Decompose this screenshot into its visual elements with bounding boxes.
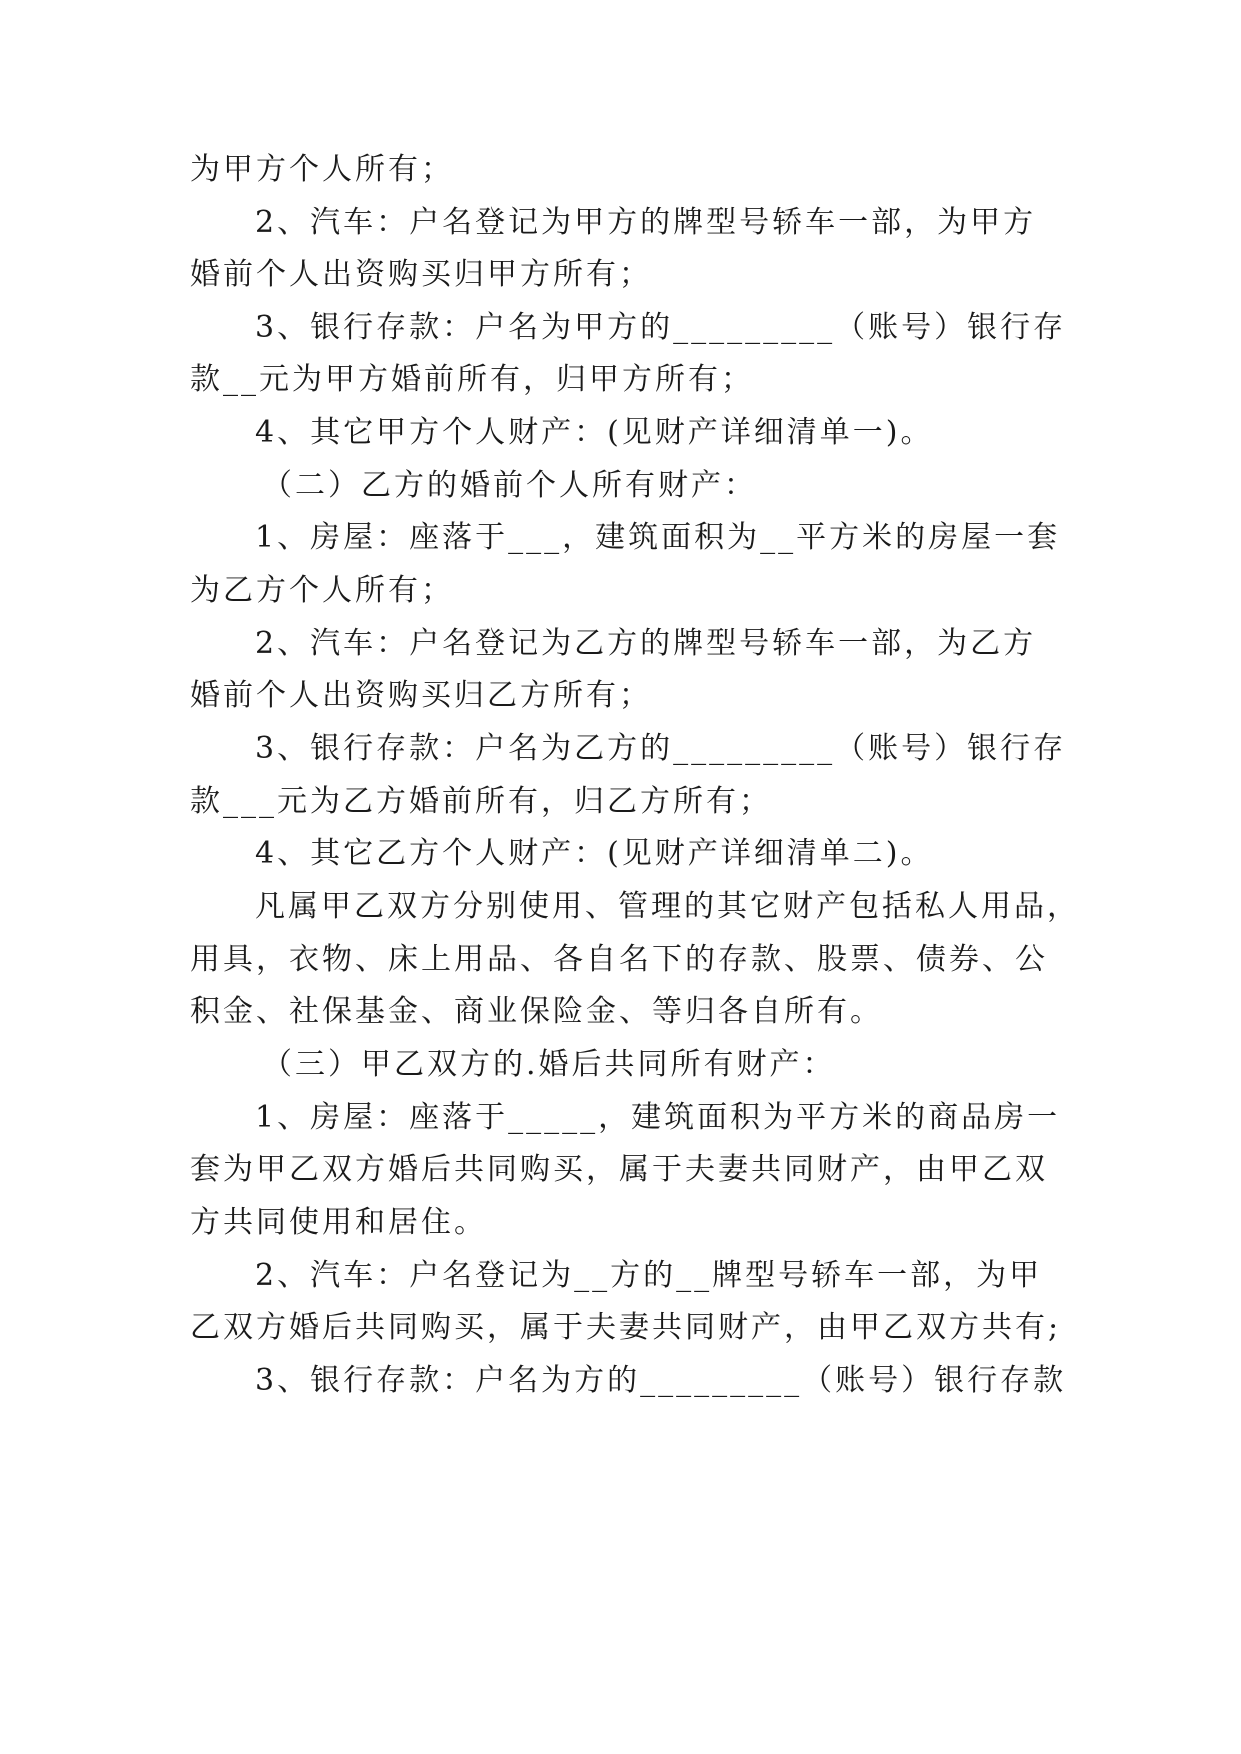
text-line: 用具，衣物、床上用品、各自名下的存款、股票、债券、公	[190, 942, 1048, 977]
text-line: 2、汽车：户名登记为__方的__牌型号轿车一部，为甲	[255, 1258, 1043, 1293]
text-line: 凡属甲乙双方分别使用、管理的其它财产包括私人用品，	[255, 889, 1080, 924]
text-line: 婚前个人出资购买归乙方所有；	[190, 678, 652, 713]
text-line: 2、汽车：户名登记为甲方的牌型号轿车一部，为甲方	[255, 205, 1037, 240]
text-line: 1、房屋：座落于___，建筑面积为__平方米的房屋一套	[255, 520, 1061, 555]
text-line: 为甲方个人所有；	[190, 152, 454, 187]
text-line: 4、其它乙方个人财产：(见财产详细清单二)。	[255, 836, 934, 871]
text-line: 为乙方个人所有；	[190, 573, 454, 608]
text-line: 方共同使用和居住。	[190, 1205, 487, 1240]
text-line: 婚前个人出资购买归甲方所有；	[190, 257, 652, 292]
text-line: 4、其它甲方个人财产：(见财产详细清单一)。	[255, 415, 934, 450]
text-line: 积金、社保基金、商业保险金、等归各自所有。	[190, 994, 883, 1029]
text-line: 3、银行存款：户名为乙方的_________（账号）银行存	[255, 731, 1067, 766]
text-line: 套为甲乙双方婚后共同购买，属于夫妻共同财产，由甲乙双	[190, 1152, 1048, 1187]
section-heading: （二）乙方的婚前个人所有财产：	[262, 468, 757, 503]
text-line: 3、银行存款：户名为甲方的_________（账号）银行存	[255, 310, 1067, 345]
text-line: 2、汽车：户名登记为乙方的牌型号轿车一部，为乙方	[255, 626, 1037, 661]
text-line: 3、银行存款：户名为方的_________（账号）银行存款	[255, 1363, 1067, 1398]
section-heading: （三）甲乙双方的.婚后共同所有财产：	[262, 1047, 836, 1082]
text-line: 款___元为乙方婚前所有，归乙方所有；	[190, 784, 772, 819]
text-line: 款__元为甲方婚前所有，归甲方所有；	[190, 362, 754, 397]
text-line: 1、房屋：座落于_____，建筑面积为平方米的商品房一	[255, 1100, 1061, 1135]
text-line: 乙双方婚后共同购买，属于夫妻共同财产，由甲乙双方共有;	[190, 1310, 1062, 1345]
